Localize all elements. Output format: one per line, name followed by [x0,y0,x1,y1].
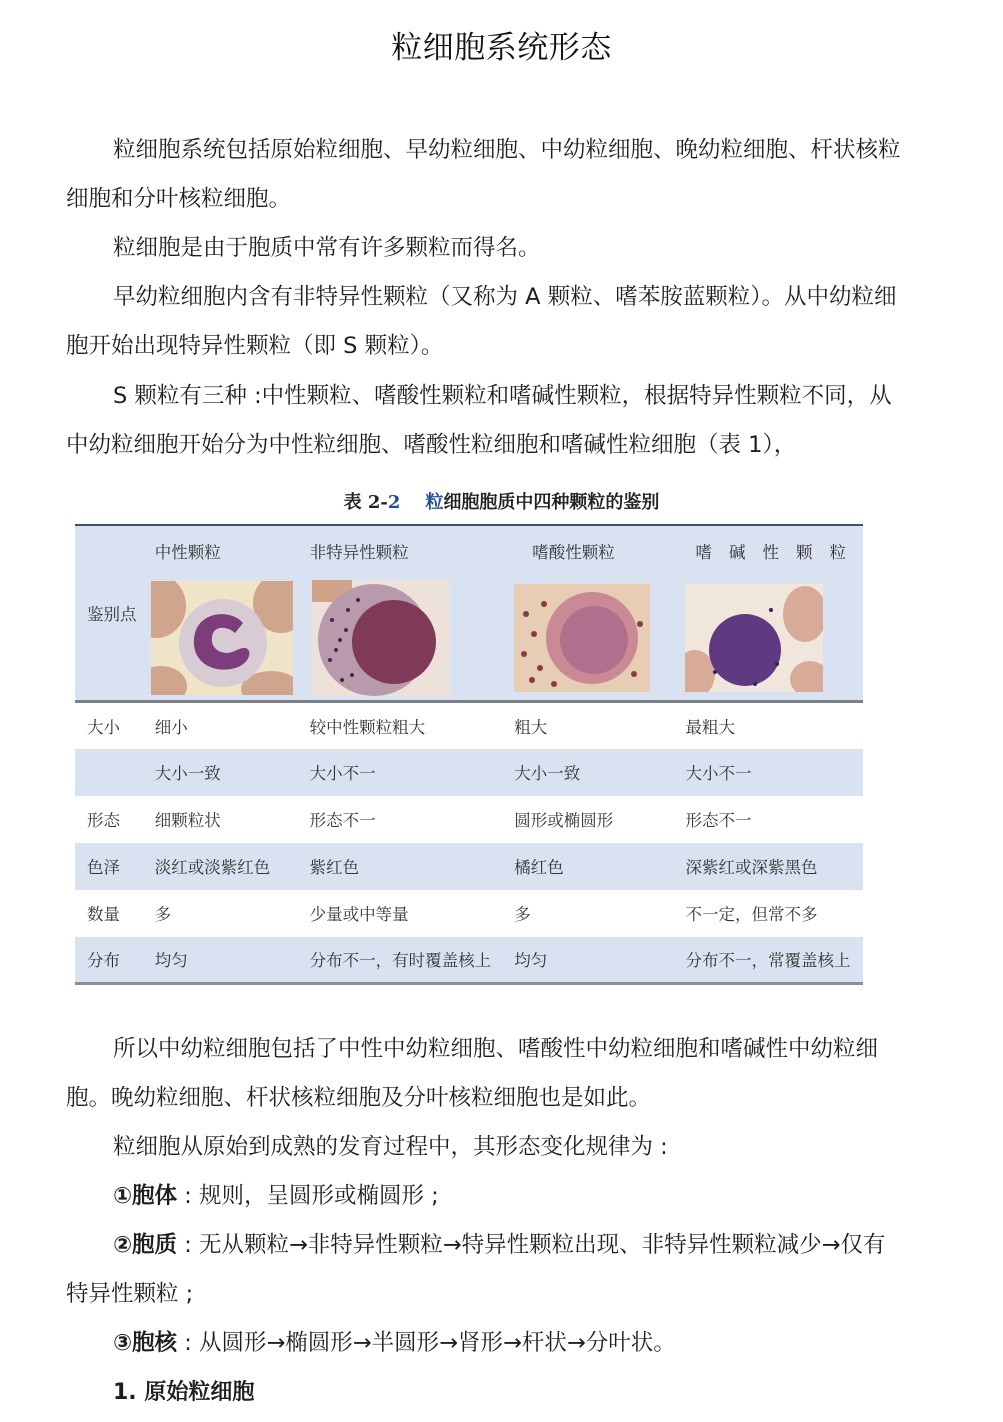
table-cell: 紫红色 [309,858,360,877]
row-label: 色泽 [87,858,120,877]
column-header: 嗜碱性颗粒 [695,543,863,562]
table-cell: 均匀 [154,951,188,971]
table-row [75,749,863,796]
table-cell: 橘红色 [514,858,564,877]
rule-text: : 从圆形→椭圆形→半圆形→肾形→杆状→分叶状。 [177,1330,676,1356]
document-title: 粒细胞系统形态 [391,30,612,66]
table-row [75,937,863,984]
table-cell: 大小不一 [309,764,376,783]
table-cell: 分布不一，常覆盖核上 [685,951,851,971]
row-label: 数量 [87,905,120,924]
rule-text: : 无从颗粒→非特异性颗粒→特异性颗粒出现、非特异性颗粒减少→仅有特异性颗粒 ; [66,1232,886,1307]
table-image-row [75,576,863,702]
table-cell: 均匀 [514,951,548,971]
table-cell: 深紫红或深紫黑色 [685,858,818,877]
table-row [75,702,863,749]
table-cell: 多 [514,905,531,924]
basophil-micrograph-image [685,584,823,692]
caption-prefix: 表 2- [343,492,388,513]
table-cell: 淡红或淡紫红色 [154,858,271,877]
paragraph-myelocyte-types: 所以中幼粒细胞包括了中性中幼粒细胞、嗜酸性中幼粒细胞和嗜碱性中幼粒细胞。晚幼粒细胞、杆状核粒细胞及分叶核粒细胞也是如此。 [66,1036,879,1111]
column-header: 非特异性颗粒 [309,543,409,562]
table-cell: 最粗大 [685,717,735,737]
rule-label: ③胞核 [113,1330,178,1356]
table-cell: 圆形或椭圆形 [514,811,614,830]
table-cell: 较中性颗粒粗大 [309,717,426,737]
row-label [75,749,143,796]
row-label: 分布 [87,951,120,971]
eosinophil-micrograph-image [514,584,650,692]
table-cell: 少量或中等量 [309,905,409,924]
paragraph-granules-a: 早幼粒细胞内含有非特异性颗粒（又称为 A 颗粒、嗜苯胺蓝颗粒）。从中幼粒细胞开始出现特异性颗粒（即 S 颗粒）。 [66,284,897,359]
paragraph-intro: 粒细胞系统包括原始粒细胞、早幼粒细胞、中幼粒细胞、晚幼粒细胞、杆状核粒细胞和分叶核粒细胞。 [66,137,901,212]
rule-cell-body [66,1172,906,1221]
paragraph-granules-s: S 颗粒有三种 :中性颗粒、嗜酸性颗粒和嗜碱性颗粒，根据特异性颗粒不同，从中幼粒细胞开始分为中性粒细胞、嗜酸性粒细胞和嗜碱性粒细胞（表 1）， [66,383,892,458]
table-cell: 形态不一 [309,811,376,830]
table-cell: 不一定，但常不多 [685,905,818,924]
table-row [75,843,863,890]
table-header-row [75,525,863,576]
paragraph-naming: 粒细胞是由于胞质中常有许多颗粒而得名。 [113,235,541,261]
rule-text: : 规则，呈圆形或椭圆形 ; [177,1183,439,1209]
rule-nucleus [66,1319,906,1368]
nonspecific-granule-micrograph-image [312,580,450,696]
column-header: 中性颗粒 [154,543,221,562]
paragraph-development-rules: 粒细胞从原始到成熟的发育过程中，其形态变化规律为 : [113,1134,668,1160]
table-cell: 大小一致 [154,764,221,783]
neutrophil-micrograph-image [151,581,293,695]
table-cell: 分布不一，有时覆盖核上 [309,951,492,971]
caption-first-char: 粒 [425,492,444,513]
section-heading: 1. 原始粒细胞 [113,1380,255,1405]
table-cell: 形态不一 [685,811,752,830]
granule-comparison-table [75,524,863,985]
table-cell: 大小一致 [514,764,581,783]
table-caption [0,488,1003,514]
table-cell: 多 [154,905,172,924]
row-header-label: 鉴别点 [87,605,137,624]
table-cell: 大小不一 [685,764,752,783]
row-label: 大小 [87,717,120,737]
rule-label: ①胞体 [113,1183,178,1209]
table-cell: 细小 [154,717,188,737]
rule-cytoplasm [66,1221,906,1319]
table-cell: 细颗粒状 [154,811,221,830]
table-row [75,890,863,937]
rule-label: ②胞质 [113,1232,178,1258]
row-label: 形态 [87,811,120,830]
caption-number: 2 [387,492,401,513]
table-cell: 粗大 [514,717,548,737]
table-row [75,796,863,843]
caption-rest: 细胞胞质中四种颗粒的鉴别 [443,492,660,513]
column-header: 嗜酸性颗粒 [532,543,615,562]
